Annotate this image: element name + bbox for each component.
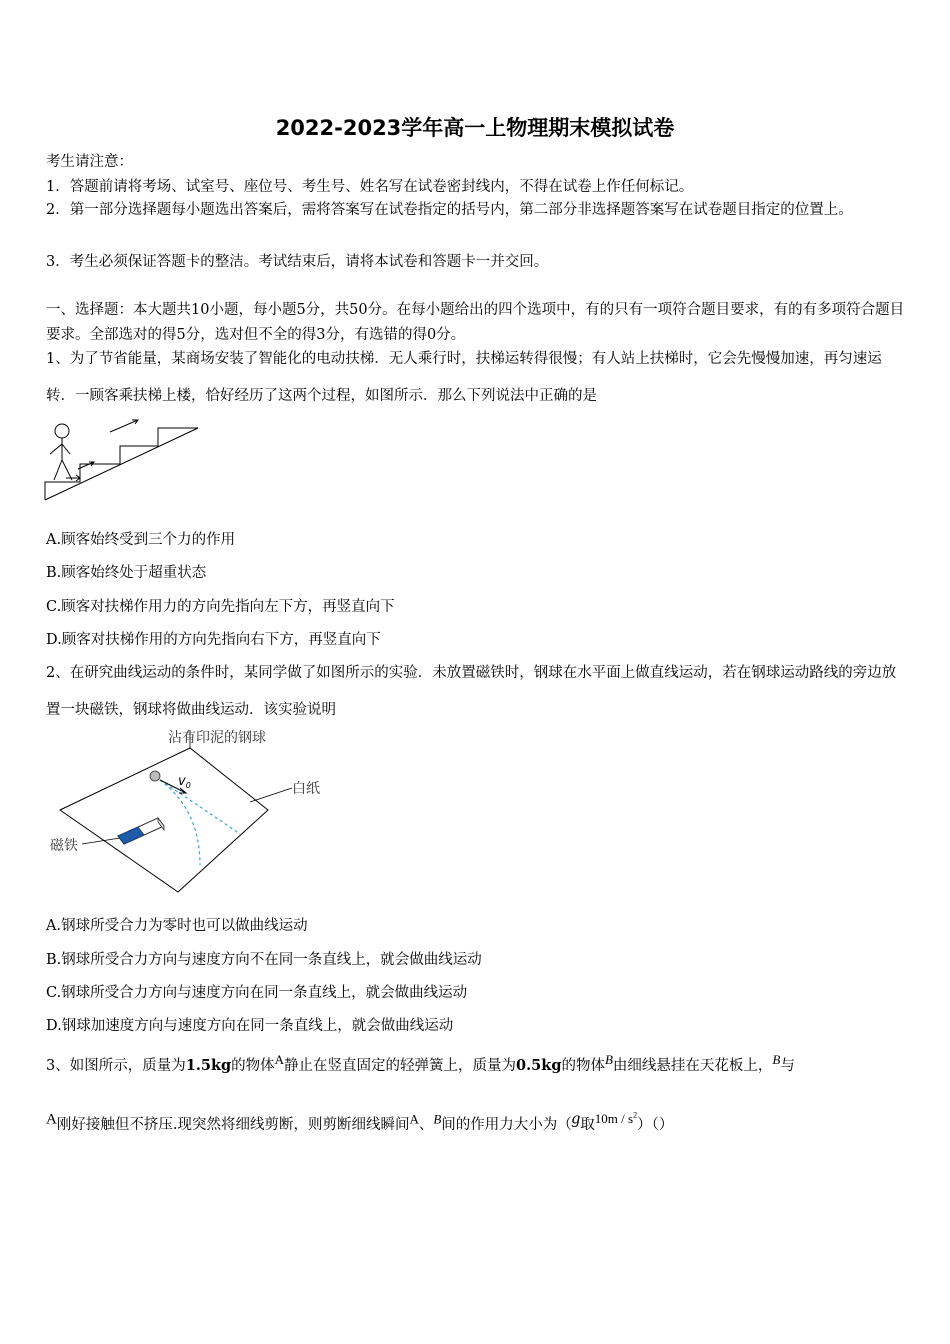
page-title: 2022-2023学年高一上物理期末模拟试卷 bbox=[275, 116, 675, 140]
symbol-a-3: A bbox=[409, 1111, 419, 1127]
mass-b: 0.5kg bbox=[516, 1056, 562, 1074]
q2-option-b: B.钢球所受合力方向与速度方向不在同一条直线上，就会做曲线运动 bbox=[46, 952, 482, 968]
velocity-arrow-top bbox=[110, 420, 138, 432]
curved-motion-figure bbox=[40, 730, 340, 900]
magnet-label: 磁铁 bbox=[50, 838, 78, 854]
question-2-stem: 2、在研究曲线运动的条件时，某同学做了如图所示的实验．未放置磁铁时，钢球在水平面上做直线运动，若在钢球运动路线的旁边放置一块磁铁，钢球将做曲线运动．该实验说明 bbox=[46, 665, 897, 718]
escalator-figure bbox=[40, 418, 205, 506]
q1-option-c: C.顾客对扶梯作用力的方向先指向左下方，再竖直向下 bbox=[46, 599, 395, 615]
paper-label: 白纸 bbox=[292, 781, 320, 797]
symbol-a-2: A bbox=[46, 1111, 57, 1128]
section-heading: 一、选择题：本大题共10小题，每小题5分，共50分。在每小题给出的四个选项中，有的只有一项符合题目要求，有的有多项符合题目要求。全部选对的得5分，选对但不全的得3分，有选错的得0分。 bbox=[46, 302, 905, 343]
velocity-label: $v_0$ bbox=[178, 774, 191, 790]
symbol-g: g bbox=[571, 1108, 581, 1128]
question-3-line-2: A刚好接触但不挤压.现突然将细线剪断，则剪断细线瞬间A、B间的作用力大小为（g取$10m / s^2)()$ bbox=[46, 1108, 674, 1134]
mass-a: 1.5kg bbox=[185, 1056, 232, 1074]
q1-option-d: D.顾客对扶梯作用的方向先指向右下方，再竖直向下 bbox=[46, 632, 381, 648]
q1-option-a: A.顾客始终受到三个力的作用 bbox=[46, 532, 236, 548]
symbol-b-3: B bbox=[433, 1111, 442, 1127]
escalator-steps bbox=[45, 428, 198, 500]
symbol-b-2: B bbox=[772, 1052, 781, 1067]
notice-item-1: 1．答题前请将考场、试室号、座位号、考生号、姓名写在试卷密封线内，不得在试卷上作任何标记。 bbox=[46, 179, 694, 195]
magnet bbox=[118, 818, 164, 844]
steel-ball bbox=[150, 771, 160, 781]
white-paper bbox=[60, 748, 268, 892]
notice-heading: 考生请注意： bbox=[46, 154, 133, 170]
question-3-line-1: 3、如图所示，质量为1.5kg的物体A静止在竖直固定的轻弹簧上，质量为0.5kg的物体B由细线悬挂在天花板上，B与 bbox=[46, 1052, 795, 1074]
ball-label: 沾有印泥的钢球 bbox=[168, 730, 266, 746]
notice-item-2: 2．第一部分选择题每小题选出答案后，需将答案写在试卷指定的括号内，第二部分非选择题答案写在试卷题目指定的位置上。 bbox=[46, 202, 853, 218]
q2-option-d: D.钢球加速度方向与速度方向在同一条直线上，就会做曲线运动 bbox=[46, 1018, 454, 1034]
q2-option-a: A.钢球所受合力为零时也可以做曲线运动 bbox=[46, 918, 308, 934]
symbol-b: B bbox=[604, 1052, 613, 1067]
straight-path bbox=[160, 780, 240, 834]
symbol-a: A bbox=[274, 1052, 285, 1067]
notice-item-3: 3．考生必须保证答题卡的整洁。考试结束后，请将本试卷和答题卡一并交回。 bbox=[46, 254, 549, 270]
g-value: $10m / s^2$ bbox=[594, 1111, 638, 1127]
q2-option-c: C.钢球所受合力方向与速度方向在同一条直线上，就会做曲线运动 bbox=[46, 985, 468, 1001]
q1-option-b: B.顾客始终处于超重状态 bbox=[46, 565, 207, 581]
person-head bbox=[55, 424, 69, 438]
question-1-stem: 1、为了节省能量，某商场安装了智能化的电动扶梯．无人乘行时，扶梯运转得很慢；有人站上扶梯时，它会先慢慢加速，再匀速运转．一顾客乘扶梯上楼，恰好经历了这两个过程，如图所示．那么下列说法中正确的是 bbox=[46, 351, 882, 404]
